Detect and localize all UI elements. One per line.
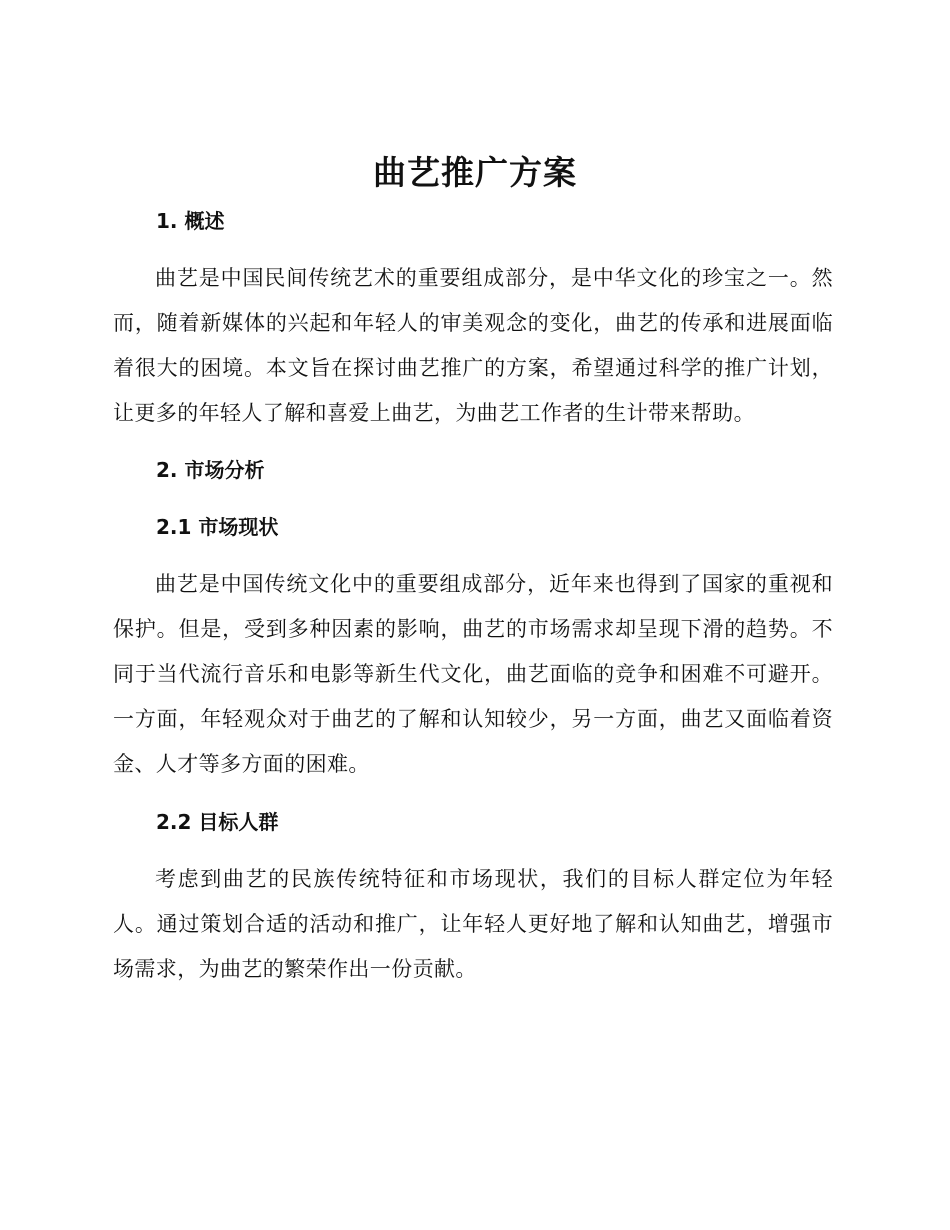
document-title: 曲艺推广方案 [373, 153, 577, 192]
section-paragraph-overview: 曲艺是中国民间传统艺术的重要组成部分，是中华文化的珍宝之一。然而，随着新媒体的兴起和年轻人的审美观念的变化，曲艺的传承和进展面临着很大的困境。本文旨在探讨曲艺推广的方案，希望通过科学的推广计划，让更多的年轻人了解和喜爱上曲艺，为曲艺工作者的生计带来帮助。 [113, 266, 833, 425]
section-heading-market-status: 2.1 市场现状 [156, 515, 279, 539]
section-paragraph-market-status: 曲艺是中国传统文化中的重要组成部分，近年来也得到了国家的重视和保护。但是，受到多种因素的影响，曲艺的市场需求却呈现下滑的趋势。不同于当代流行音乐和电影等新生代文化，曲艺面临的竞争和困难不可避开。一方面，年轻观众对于曲艺的了解和认知较少，另一方面，曲艺又面临着资金、人才等多方面的困难。 [113, 572, 833, 776]
section-heading-target-audience: 2.2 目标人群 [156, 810, 279, 834]
section-heading-overview: 1. 概述 [156, 209, 225, 233]
section-paragraph-target-audience: 考虑到曲艺的民族传统特征和市场现状，我们的目标人群定位为年轻人。通过策划合适的活动和推广，让年轻人更好地了解和认知曲艺，增强市场需求，为曲艺的繁荣作出一份贡献。 [113, 867, 833, 981]
section-heading-market-analysis: 2. 市场分析 [156, 458, 265, 482]
